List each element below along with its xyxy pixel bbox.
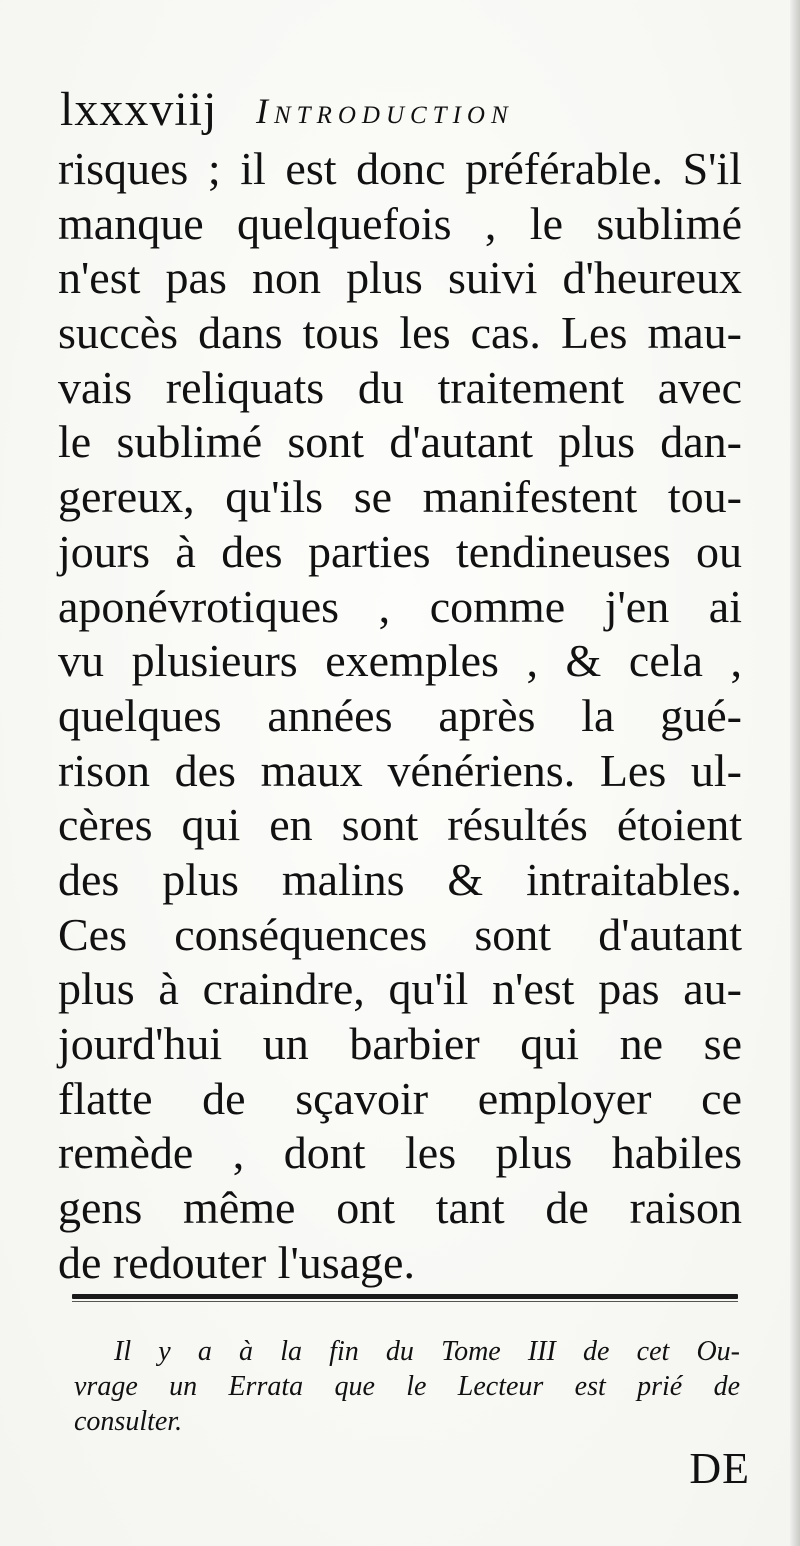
- text-line: plus à craindre, qu'il n'est pas au-: [58, 963, 742, 1015]
- text-line: Ces conséquences sont d'autant: [58, 908, 742, 960]
- text-line: succès dans tous les cas. Les mau-: [58, 307, 742, 359]
- text-line: jours à des parties tendineuses ou: [58, 525, 742, 577]
- text-line: manque quelquefois , le sublimé: [58, 197, 742, 249]
- text-line: cères qui en sont résultés étoient: [58, 799, 742, 851]
- text-line: gens même ont tant de raison: [58, 1182, 742, 1234]
- errata-note: [74, 1334, 740, 1439]
- text-line: remède , dont les plus habiles: [58, 1127, 742, 1179]
- text-line: des plus malins & intraitables.: [58, 853, 742, 905]
- note-line: consulter.: [74, 1406, 183, 1437]
- text-line: vu plusieurs exemples , & cela ,: [58, 635, 742, 687]
- text-line: quelques années après la gué-: [58, 689, 742, 741]
- page-edge-shadow: [790, 0, 800, 1546]
- text-line: le sublimé sont d'autant plus dan-: [58, 416, 742, 468]
- note-line: vrage un Errata que le Lecteur est prié de: [74, 1371, 740, 1402]
- text-line: rison des maux vénériens. Les ul-: [58, 744, 742, 796]
- catchword: DE: [689, 1444, 750, 1493]
- text-line: aponévrotiques , comme j'en ai: [58, 580, 742, 632]
- text-line: gereux, qu'ils se manifestent tou-: [58, 471, 742, 523]
- page-number: lxxxviij: [60, 83, 218, 136]
- text-line: risques ; il est donc préférable. S'il: [58, 143, 742, 194]
- main-text: [58, 142, 742, 1290]
- running-title: Introduction: [256, 91, 514, 131]
- text-line: n'est pas non plus suivi d'heureux: [58, 252, 742, 304]
- text-line: de redouter l'usage.: [58, 1236, 415, 1288]
- text-line: vais reliquats du traitement avec: [58, 361, 742, 413]
- text-line: jourd'hui un barbier qui ne se: [58, 1018, 742, 1069]
- page-header: [60, 80, 740, 140]
- note-line: Il y a à la fin du Tome III de cet Ou-: [114, 1336, 740, 1367]
- text-line: flatte de sçavoir employer ce: [58, 1072, 742, 1124]
- footnote-divider-thin: [72, 1301, 738, 1302]
- footnote-divider: [72, 1294, 738, 1299]
